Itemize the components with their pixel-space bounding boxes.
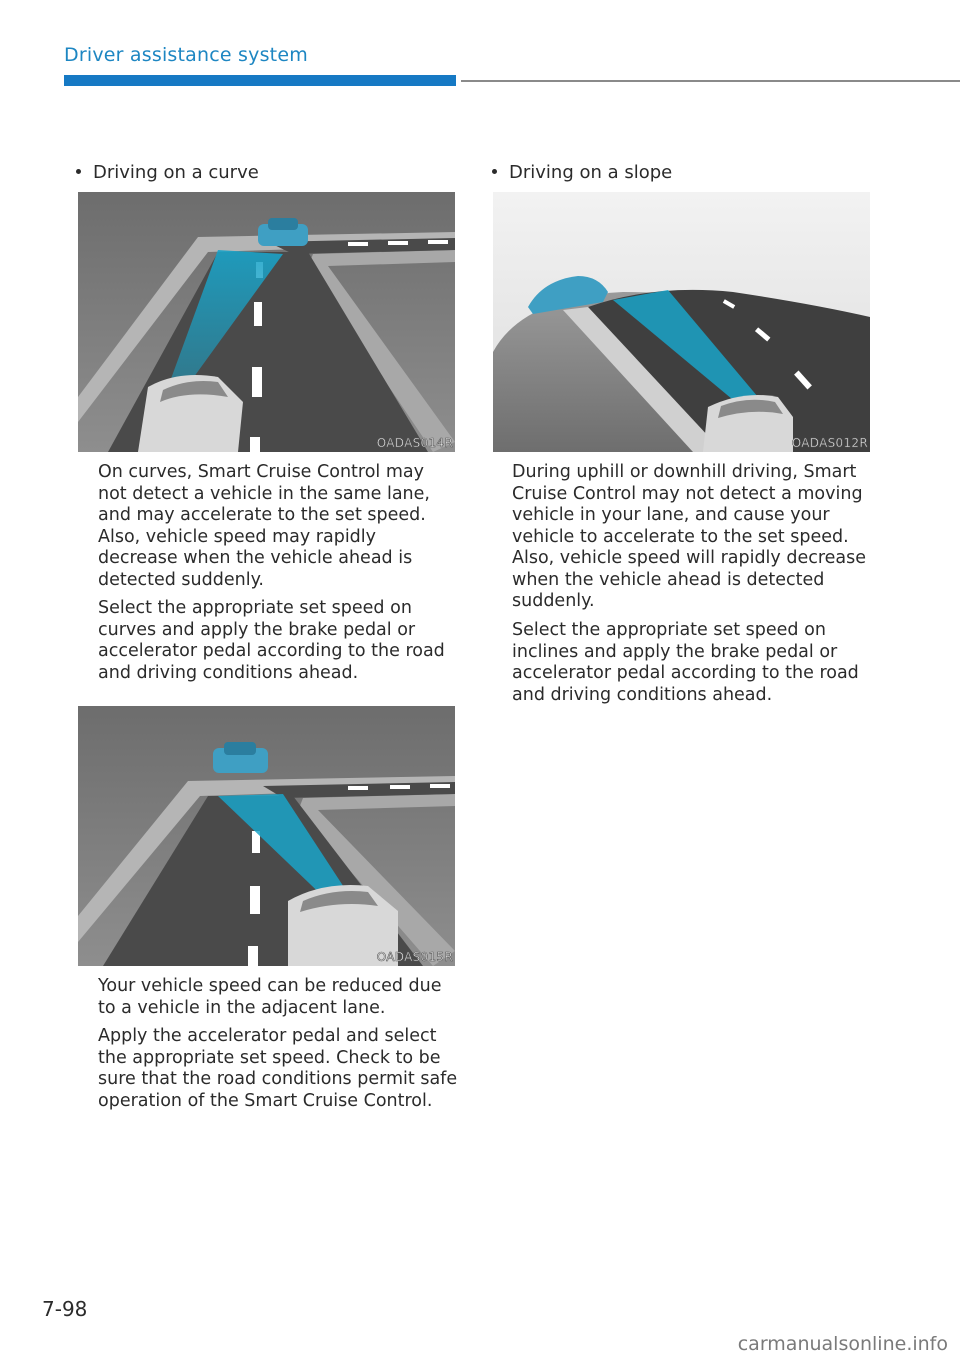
bullet-driving-on-slope [492,162,672,183]
paragraph-slope-detection: During uphill or downhill driving, Smart Cruise Control may not detect a moving vehicle in your lane, and cause your vehicle to accelerate to the set speed. Also, vehicle speed will rapidly decrease when the vehicle ahead is detected suddenly. [512,462,867,611]
page-number: 7-98 [42,1297,88,1321]
bullet-dot-icon [76,169,81,174]
adjacent-lane-illustration [78,706,455,966]
watermark: carmanualsonline.info [737,1333,948,1355]
figure-adjacent-lane [78,706,455,966]
figure-curve [78,192,455,452]
figure-slope [493,192,870,452]
figure-code: OADAS015R [376,950,453,964]
header-accent-bar [64,75,456,86]
paragraph-curve-advice: Select the appropriate set speed on curves and apply the brake pedal or accelerator pedal according to the road and driving conditions ahead. [98,598,445,683]
section-title: Driver assistance system [64,44,308,66]
header-rule [461,80,960,82]
figure-code: OADAS012R [791,436,868,450]
bullet-driving-on-curve [76,162,259,183]
curve-illustration [78,192,455,452]
paragraph-adjacent-lane: Your vehicle speed can be reduced due to a vehicle in the adjacent lane. [98,976,442,1018]
bullet-label: Driving on a curve [93,162,259,183]
bullet-label: Driving on a slope [509,162,673,183]
paragraph-curve-detection: On curves, Smart Cruise Control may not detect a vehicle in the same lane, and may accelerate to the set speed. Also, vehicle speed may rapidly decrease when the vehicle ahead is detected suddenly. [98,462,430,590]
bullet-dot-icon [492,169,497,174]
figure-code: OADAS014R [376,436,453,450]
paragraph-slope-advice: Select the appropriate set speed on inclines and apply the brake pedal or accelerator pedal according to the road and driving conditions ahead. [512,620,859,705]
slope-illustration [493,192,870,452]
paragraph-adjacent-advice: Apply the accelerator pedal and select the appropriate set speed. Check to be sure that the road conditions permit safe operation of the Smart Cruise Control. [98,1026,458,1111]
